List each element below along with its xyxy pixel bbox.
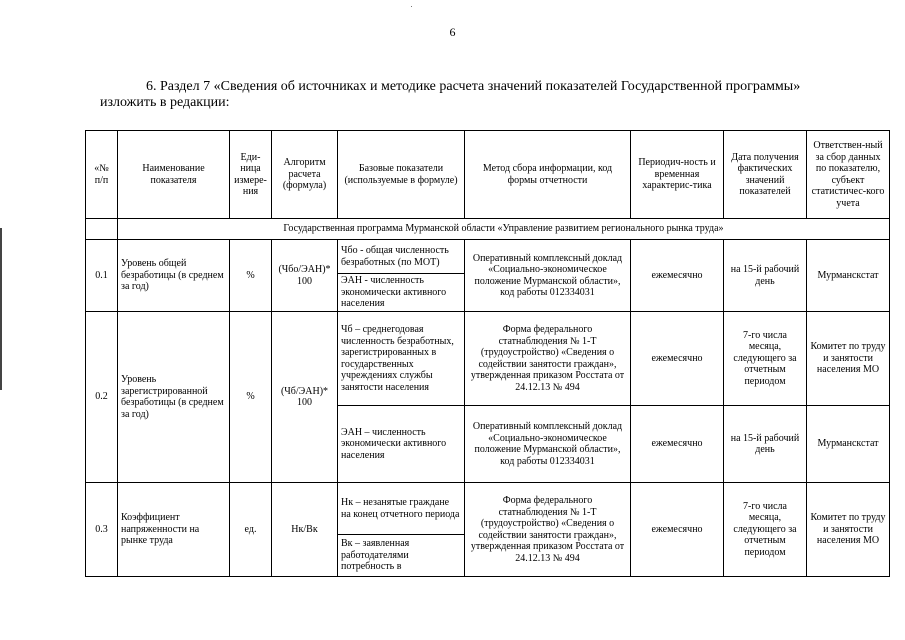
row-base: Чб – среднегодовая численность безработных, зарегистрированных в государственных учреждениях службы занятости населения <box>338 312 465 406</box>
header-name: Наименование показателя <box>118 131 230 219</box>
row-unit: ед. <box>230 483 272 577</box>
header-method: Метод сбора информации, код формы отчетности <box>465 131 631 219</box>
row-method: Форма федерального статнаблюдения № 1-Т (трудоустройство) «Сведения о содействии занятости граждан», утвержденная приказом Росстата от 24.12.13 № 494 <box>465 483 631 577</box>
header-date: Дата получения фактических значений показателей <box>724 131 807 219</box>
header-num: «№ п/п <box>86 131 118 219</box>
row-date: на 15-й рабочий день <box>724 406 807 483</box>
row-date: на 15-й рабочий день <box>724 240 807 312</box>
indicators-table <box>85 130 890 577</box>
row-base: Нк – незанятые граждане на конец отчетного периода <box>338 483 465 535</box>
row-resp: Комитет по труду и занятости населения МО <box>807 312 890 406</box>
row-period: ежемесячно <box>631 240 724 312</box>
header-period: Периодич-ность и временная характерис-тика <box>631 131 724 219</box>
header-algo: Алгоритм расчета (формула) <box>272 131 338 219</box>
row-num: 0.1 <box>86 240 118 312</box>
header-resp: Ответствен-ный за сбор данных по показателю, субъект статистичес-кого учета <box>807 131 890 219</box>
page-number: 6 <box>449 25 456 39</box>
row-method: Оперативный комплексный доклад «Социально-экономическое положение Мурманской области», код работы 012334031 <box>465 240 631 312</box>
row-num: 0.2 <box>86 312 118 483</box>
row-algo: (Чб/ЭАН)* 100 <box>272 312 338 483</box>
row-base: Вк – заявленная работодателями потребность в <box>338 535 465 577</box>
row-name: Уровень общей безработицы (в среднем за год) <box>118 240 230 312</box>
row-date: 7-го числа месяца, следующего за отчетным периодом <box>724 483 807 577</box>
intro-line-2: изложить в редакции: <box>100 95 230 110</box>
row-algo: (Чбо/ЭАН)* 100 <box>272 240 338 312</box>
table-row <box>86 483 890 535</box>
row-name: Коэффициент напряженности на рынке труда <box>118 483 230 577</box>
row-algo: Нк/Вк <box>272 483 338 577</box>
row-unit: % <box>230 240 272 312</box>
row-unit: % <box>230 312 272 483</box>
row-name: Уровень зарегистрированной безработицы (в среднем за год) <box>118 312 230 483</box>
header-unit: Еди-ница измере-ния <box>230 131 272 219</box>
row-method: Оперативный комплексный доклад «Социально-экономическое положение Мурманской области», код работы 012334031 <box>465 406 631 483</box>
intro-line-1: 6. Раздел 7 «Сведения об источниках и методике расчета значений показателей Государственной программы» <box>146 79 801 94</box>
header-row <box>86 131 890 219</box>
row-base: Чбо - общая численность безработных (по МОТ) <box>338 240 465 274</box>
table-row <box>86 240 890 274</box>
row-resp: Комитет по труду и занятости населения МО <box>807 483 890 577</box>
row-period: ежемесячно <box>631 483 724 577</box>
intro-paragraph <box>100 79 870 111</box>
row-date: 7-го числа месяца, следующего за отчетным периодом <box>724 312 807 406</box>
row-base: ЭАН – численность экономически активного населения <box>338 406 465 483</box>
row-period: ежемесячно <box>631 312 724 406</box>
row-num: 0.3 <box>86 483 118 577</box>
row-period: ежемесячно <box>631 406 724 483</box>
header-base: Базовые показатели (используемые в формуле) <box>338 131 465 219</box>
row-resp: Мурманскстат <box>807 406 890 483</box>
scan-speck <box>411 6 412 7</box>
table-row <box>86 312 890 406</box>
program-row <box>86 219 890 240</box>
row-method: Форма федерального статнаблюдения № 1-Т (трудоустройство) «Сведения о содействии занятости граждан», утвержденная приказом Росстата от 24.12.13 № 494 <box>465 312 631 406</box>
row-resp: Мурманскстат <box>807 240 890 312</box>
scan-margin-mark <box>0 228 2 390</box>
row-base: ЭАН - численность экономически активного населения <box>338 274 465 312</box>
program-title: Государственная программа Мурманской области «Управление развитием регионального рынка труда» <box>118 219 890 240</box>
